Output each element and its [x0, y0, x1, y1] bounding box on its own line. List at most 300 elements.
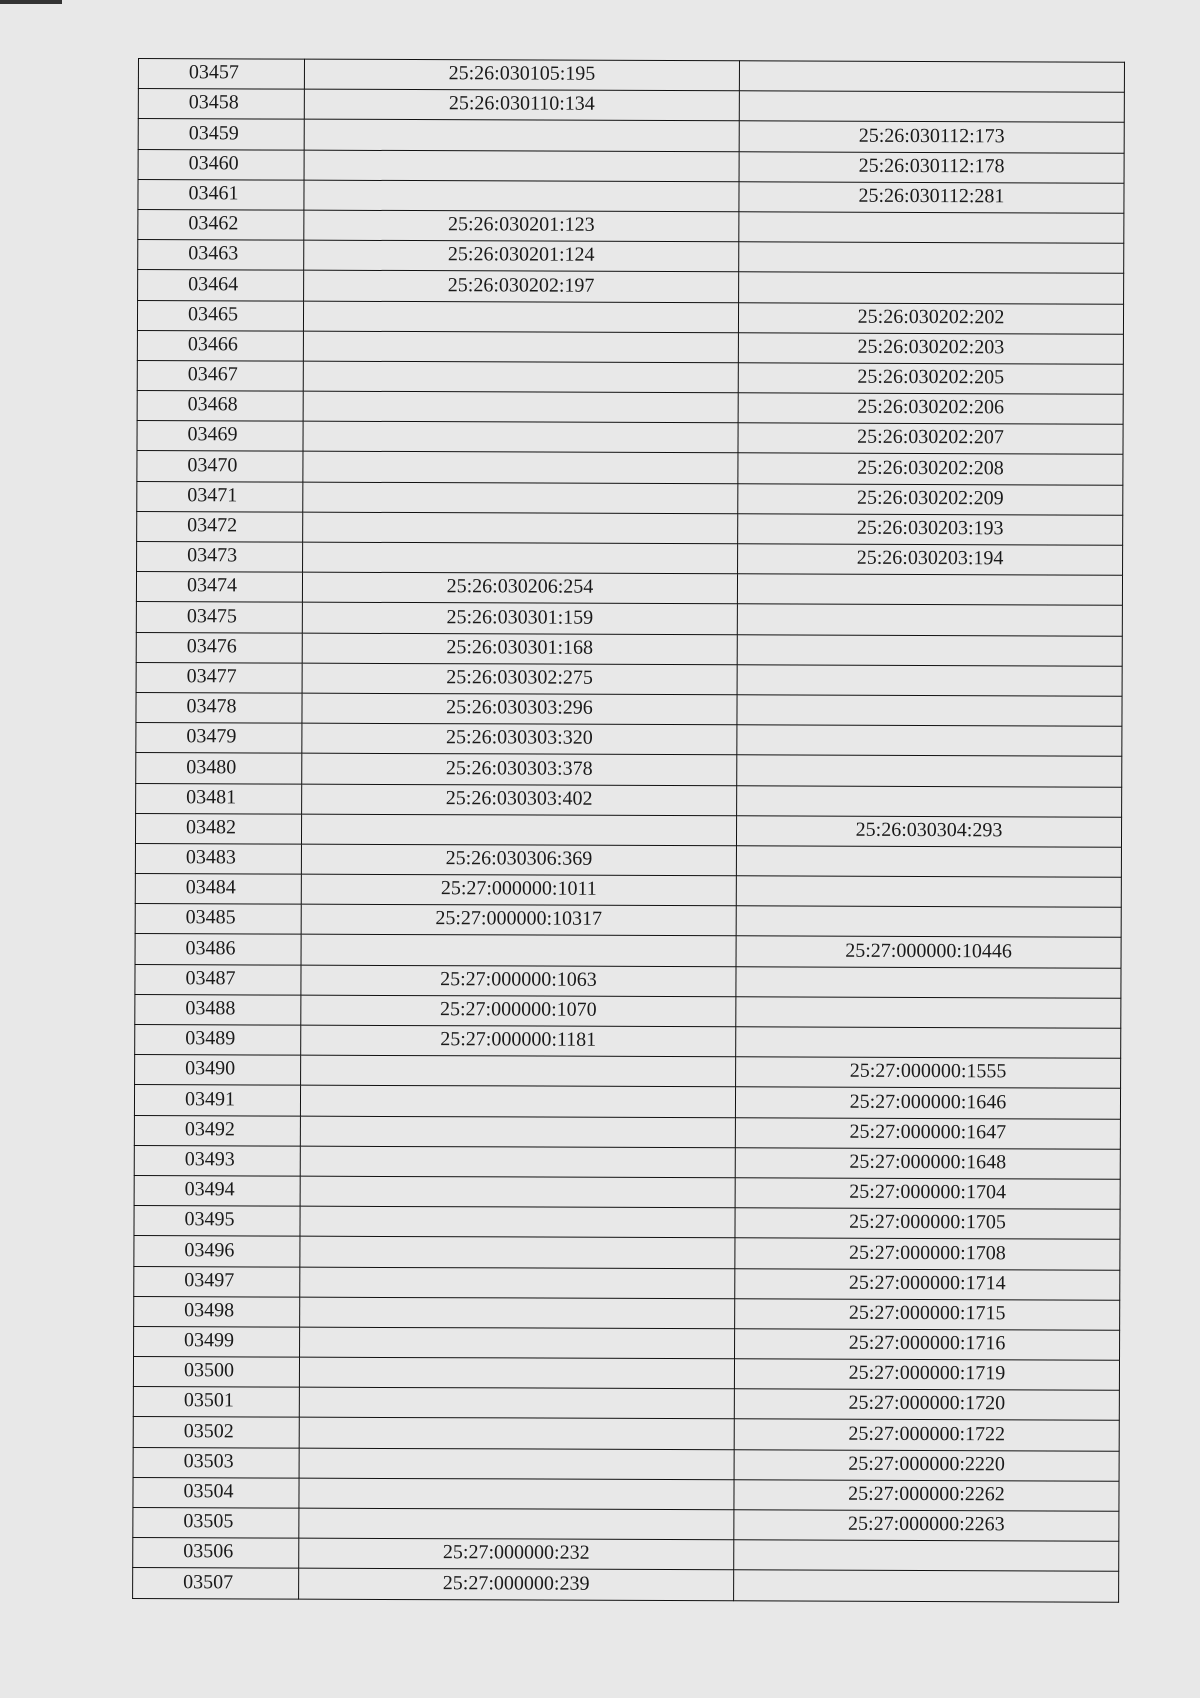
row-number-cell-text: 03460 — [188, 151, 239, 175]
table-row — [136, 753, 1122, 787]
row-number-cell-text: 03479 — [186, 725, 237, 748]
cadastral-number-cell-b-text: 25:26:030202:203 — [857, 335, 1005, 359]
table-row — [138, 89, 1124, 123]
table-row — [137, 451, 1123, 485]
cadastral-number-cell-a — [299, 1418, 734, 1450]
cadastral-number-cell-b-text: 25:27:000000:10446 — [845, 939, 1012, 962]
cadastral-number-cell-a — [304, 180, 739, 212]
table-row — [136, 662, 1122, 696]
cadastral-number-cell-a — [303, 361, 738, 393]
cadastral-number-cell-a-text: 25:26:030306:369 — [445, 847, 593, 870]
row-number-cell — [136, 602, 302, 633]
table-row — [133, 1387, 1119, 1421]
row-number-cell — [136, 723, 302, 754]
cadastral-number-cell-b-text: 25:27:000000:2263 — [847, 1512, 1005, 1536]
cadastral-number-cell-a-text: 25:26:030301:159 — [446, 605, 594, 629]
row-number-cell-text: 03465 — [187, 302, 239, 326]
cadastral-number-cell-a-text: 25:26:030301:168 — [446, 635, 594, 659]
cadastral-number-cell-b — [739, 182, 1124, 214]
table-row — [133, 1568, 1119, 1602]
table-row — [137, 300, 1123, 334]
row-number-cell — [135, 843, 301, 874]
table-row — [137, 481, 1123, 515]
scan-corner-mark — [0, 0, 62, 4]
cadastral-number-cell-a — [300, 1327, 735, 1359]
cadastral-number-cell-b-text: 25:26:030202:207 — [857, 426, 1004, 449]
cadastral-number-cell-a — [300, 1236, 735, 1268]
cadastral-number-cell-b-text: 25:27:000000:1719 — [848, 1361, 1006, 1385]
cadastral-number-cell-a — [300, 1176, 735, 1208]
cadastral-number-cell-b — [736, 1027, 1121, 1059]
cadastral-number-cell-b-text: 25:27:000000:2220 — [848, 1452, 1005, 1476]
cadastral-number-cell-b — [734, 1449, 1119, 1481]
cadastral-number-cell-a — [299, 1387, 734, 1419]
cadastral-number-cell-a-text: 25:27:000000:1011 — [440, 877, 597, 901]
cadastral-number-cell-a — [302, 723, 737, 755]
row-number-cell — [134, 1266, 300, 1297]
cadastral-number-cell-a — [299, 1569, 734, 1601]
table-body — [133, 59, 1125, 1602]
cadastral-number-cell-b — [735, 1268, 1120, 1300]
cadastral-number-cell-a — [299, 1448, 734, 1480]
cadastral-number-cell-b — [739, 121, 1124, 153]
table-row — [136, 783, 1122, 817]
table-row — [138, 119, 1124, 153]
row-number-cell-text: 03500 — [183, 1359, 235, 1382]
cadastral-number-cell-a-text: 25:27:000000:10317 — [435, 907, 603, 931]
row-number-cell — [135, 934, 301, 965]
cadastral-number-cell-b — [736, 815, 1121, 847]
cadastral-number-cell-b-text: 25:27:000000:1648 — [849, 1150, 1007, 1174]
table-row — [134, 1296, 1120, 1330]
cadastral-number-cell-b — [735, 1329, 1120, 1361]
row-number-cell-text: 03469 — [187, 423, 238, 446]
row-number-cell — [137, 421, 303, 452]
table-row — [134, 1206, 1120, 1240]
row-number-cell-text: 03494 — [184, 1178, 235, 1201]
cadastral-number-cell-a — [301, 874, 736, 906]
cadastral-number-cell-a-text: 25:27:000000:1181 — [440, 1028, 597, 1051]
row-number-cell-text: 03484 — [185, 876, 236, 899]
cadastral-number-cell-b — [734, 1480, 1119, 1512]
cadastral-number-cell-a — [301, 904, 736, 936]
cadastral-number-cell-a — [301, 844, 736, 876]
cadastral-number-cell-b-text: 25:27:000000:2262 — [848, 1482, 1005, 1506]
cadastral-number-cell-a — [299, 1478, 734, 1510]
table-row — [136, 723, 1122, 757]
table-row — [133, 1538, 1119, 1572]
cadastral-number-cell-b-text: 25:26:030304:293 — [855, 818, 1003, 842]
row-number-cell-text: 03491 — [184, 1087, 236, 1110]
cadastral-number-cell-b — [738, 332, 1123, 364]
cadastral-number-cell-a — [302, 784, 737, 816]
cadastral-number-cell-a-text: 25:26:030105:195 — [448, 62, 596, 85]
cadastral-number-cell-b-text: 25:26:030112:173 — [858, 124, 1005, 147]
cadastral-number-cell-b — [736, 846, 1121, 878]
row-number-cell — [136, 692, 302, 723]
row-number-cell — [135, 813, 301, 844]
cadastral-number-cell-a — [302, 693, 737, 725]
row-number-cell-text: 03486 — [185, 936, 236, 960]
cadastral-number-cell-b-text: 25:27:000000:1646 — [849, 1090, 1007, 1113]
cadastral-number-cell-b — [734, 1540, 1119, 1572]
row-number-cell-text: 03493 — [184, 1148, 235, 1171]
cadastral-number-cell-b — [734, 1389, 1119, 1421]
cadastral-number-cell-a — [303, 512, 738, 544]
cadastral-number-cell-b-text: 25:26:030112:178 — [858, 154, 1005, 178]
cadastral-number-cell-a — [304, 240, 739, 272]
cadastral-number-cell-b — [734, 1419, 1119, 1451]
row-number-cell-text: 03497 — [184, 1268, 235, 1292]
row-number-cell — [138, 59, 304, 90]
table-row — [134, 1236, 1120, 1270]
row-number-cell-text: 03502 — [183, 1419, 234, 1443]
cadastral-number-cell-b-text: 25:26:030202:205 — [857, 365, 1005, 389]
row-number-cell — [134, 1175, 300, 1206]
cadastral-number-cell-b — [736, 966, 1121, 998]
cadastral-number-cell-b — [736, 876, 1121, 908]
row-number-cell-text: 03463 — [188, 242, 239, 265]
row-number-cell-text: 03473 — [187, 544, 238, 567]
row-number-cell — [133, 1387, 299, 1418]
row-number-cell-text: 03459 — [188, 121, 239, 144]
row-number-cell-text: 03481 — [186, 785, 237, 809]
row-number-cell — [138, 209, 304, 240]
row-number-cell-text: 03464 — [188, 272, 239, 295]
cadastral-number-cell-b-text: 25:26:030202:202 — [857, 305, 1005, 329]
table-row — [134, 1145, 1120, 1179]
cadastral-number-cell-b — [738, 393, 1123, 425]
cadastral-number-cell-b — [739, 242, 1124, 274]
cadastral-number-cell-a — [300, 1086, 735, 1118]
cadastral-number-cell-b-text: 25:26:030112:281 — [858, 184, 1005, 208]
cadastral-number-cell-b-text: 25:27:000000:1722 — [848, 1422, 1006, 1445]
row-number-cell — [134, 1145, 300, 1176]
table-row — [137, 511, 1123, 545]
cadastral-number-cell-a — [304, 89, 739, 121]
row-number-cell-text: 03476 — [186, 634, 237, 658]
row-number-cell-text: 03470 — [187, 453, 238, 477]
cadastral-number-cell-a — [301, 814, 736, 846]
cadastral-number-cell-b — [735, 1178, 1120, 1210]
cadastral-number-cell-a — [299, 1538, 734, 1570]
cadastral-number-cell-a-text: 25:27:000000:1063 — [440, 967, 597, 991]
row-number-cell-text: 03485 — [185, 906, 236, 929]
row-number-cell-text: 03474 — [186, 574, 238, 597]
cadastral-number-cell-a-text: 25:26:030303:296 — [446, 696, 593, 719]
table-row — [137, 541, 1123, 575]
table-row — [133, 1357, 1119, 1391]
cadastral-number-cell-b — [736, 1057, 1121, 1089]
cadastral-number-cell-a-text: 25:26:030303:402 — [445, 786, 593, 810]
row-number-cell-text: 03483 — [185, 846, 236, 869]
row-number-cell — [138, 179, 304, 210]
table-row — [135, 934, 1121, 968]
cadastral-number-cell-b-text: 25:27:000000:1555 — [849, 1060, 1007, 1083]
cadastral-number-cell-a — [302, 663, 737, 695]
cadastral-number-cell-a-text: 25:26:030201:123 — [447, 213, 595, 236]
row-number-cell-text: 03498 — [184, 1299, 235, 1322]
cadastral-number-cell-a-text: 25:27:000000:232 — [442, 1541, 590, 1565]
cadastral-number-cell-b-text: 25:27:000000:1716 — [848, 1331, 1006, 1355]
row-number-cell-text: 03472 — [187, 514, 238, 537]
row-number-cell-text: 03490 — [185, 1057, 236, 1080]
table-row — [134, 1085, 1120, 1119]
table-row — [135, 904, 1121, 938]
cadastral-number-cell-b — [738, 423, 1123, 455]
row-number-cell-text: 03477 — [186, 665, 237, 688]
cadastral-number-cell-a — [300, 1267, 735, 1299]
row-number-cell-text: 03495 — [184, 1208, 235, 1231]
table-row — [138, 59, 1124, 93]
row-number-cell — [133, 1477, 299, 1508]
cadastral-number-cell-a — [304, 150, 739, 182]
cadastral-number-cell-b — [738, 363, 1123, 395]
row-number-cell — [136, 572, 302, 603]
cadastral-number-cell-b — [734, 1510, 1119, 1542]
cadastral-number-cell-a-text: 25:27:000000:1070 — [439, 998, 597, 1021]
cadastral-number-cell-a-text: 25:26:030202:197 — [447, 273, 595, 297]
cadastral-number-cell-b — [737, 755, 1122, 787]
cadastral-number-cell-a — [303, 301, 738, 333]
row-number-cell-text: 03507 — [183, 1570, 234, 1593]
row-number-cell-text: 03501 — [183, 1389, 234, 1412]
row-number-cell — [133, 1538, 299, 1569]
row-number-cell — [134, 1085, 300, 1116]
cadastral-number-cell-b — [735, 1298, 1120, 1330]
cadastral-number-cell-b-text: 25:26:030203:194 — [856, 546, 1004, 570]
row-number-cell — [135, 904, 301, 935]
cadastral-number-cell-b — [737, 634, 1122, 666]
cadastral-number-cell-b — [735, 1208, 1120, 1240]
cadastral-number-cell-a — [304, 59, 739, 91]
row-number-cell-text: 03492 — [184, 1117, 235, 1141]
cadastral-number-cell-b — [735, 1087, 1120, 1119]
cadastral-number-cell-b-text: 25:26:030203:193 — [856, 516, 1004, 540]
table-row — [135, 813, 1121, 847]
cadastral-number-cell-a — [300, 1297, 735, 1329]
cadastral-number-cell-b — [735, 1148, 1120, 1180]
row-number-cell-text: 03503 — [183, 1449, 234, 1473]
row-number-cell — [138, 270, 304, 301]
table-row — [133, 1417, 1119, 1451]
cadastral-number-cell-b — [737, 665, 1122, 697]
cadastral-number-cell-b — [737, 695, 1122, 727]
cadastral-number-cell-b — [737, 604, 1122, 636]
cadastral-number-cell-b — [739, 91, 1124, 123]
row-number-cell — [135, 874, 301, 905]
row-number-cell-text: 03462 — [188, 212, 239, 235]
cadastral-number-cell-a-text: 25:27:000000:239 — [442, 1571, 590, 1595]
cadastral-number-cell-b — [734, 1359, 1119, 1391]
row-number-cell — [133, 1357, 299, 1388]
cadastral-number-cell-a — [300, 1206, 735, 1238]
row-number-cell — [135, 1055, 301, 1086]
row-number-cell — [133, 1447, 299, 1478]
cadastral-number-cell-b-text: 25:27:000000:1647 — [849, 1120, 1007, 1144]
row-number-cell-text: 03504 — [183, 1480, 234, 1503]
row-number-cell-text: 03487 — [185, 967, 236, 990]
row-number-cell — [135, 1024, 301, 1055]
cadastral-number-cell-a — [302, 572, 737, 604]
cadastral-number-cell-b — [739, 61, 1124, 93]
cadastral-number-cell-b — [739, 212, 1124, 244]
row-number-cell — [138, 119, 304, 150]
cadastral-number-table — [132, 58, 1125, 1602]
cadastral-number-cell-b-text: 25:27:000000:1715 — [848, 1301, 1006, 1325]
row-number-cell — [137, 360, 303, 391]
table-row — [134, 1266, 1120, 1300]
cadastral-number-cell-b — [738, 514, 1123, 546]
cadastral-number-cell-a-text: 25:26:030206:254 — [446, 575, 594, 599]
cadastral-number-cell-b — [735, 1238, 1120, 1270]
table-row — [133, 1477, 1119, 1511]
row-number-cell-text: 03482 — [186, 816, 237, 839]
row-number-cell-text: 03467 — [187, 363, 238, 386]
cadastral-number-cell-a — [299, 1508, 734, 1540]
row-number-cell — [137, 511, 303, 542]
cadastral-number-cell-b — [738, 453, 1123, 485]
table-row — [135, 1055, 1121, 1089]
cadastral-number-cell-a — [302, 603, 737, 635]
row-number-cell — [133, 1568, 299, 1599]
cadastral-number-cell-b — [737, 574, 1122, 606]
cadastral-number-cell-a — [301, 1025, 736, 1057]
table-row — [138, 179, 1124, 213]
row-number-cell-text: 03480 — [186, 755, 237, 778]
table-row — [136, 572, 1122, 606]
cadastral-number-cell-a — [300, 1146, 735, 1178]
table-row — [134, 1115, 1120, 1149]
row-number-cell-text: 03499 — [184, 1329, 235, 1352]
row-number-cell — [136, 783, 302, 814]
cadastral-number-cell-a — [299, 1357, 734, 1389]
table-row — [138, 149, 1124, 183]
cadastral-number-cell-a — [303, 331, 738, 363]
table-row — [134, 1326, 1120, 1360]
row-number-cell — [136, 753, 302, 784]
cadastral-number-cell-b — [736, 906, 1121, 938]
cadastral-number-cell-a-text: 25:26:030302:275 — [446, 666, 593, 689]
cadastral-number-cell-a — [301, 935, 736, 967]
cadastral-number-cell-b — [737, 725, 1122, 757]
row-number-cell — [136, 632, 302, 663]
row-number-cell-text: 03468 — [187, 393, 238, 416]
cadastral-number-cell-b — [737, 785, 1122, 817]
row-number-cell — [134, 1236, 300, 1267]
cadastral-number-cell-b-text: 25:27:000000:1705 — [849, 1211, 1006, 1234]
table-row — [133, 1507, 1119, 1541]
table-row — [135, 874, 1121, 908]
cadastral-number-cell-b-text: 25:27:000000:1708 — [849, 1241, 1006, 1264]
cadastral-number-cell-a — [300, 1116, 735, 1148]
row-number-cell — [135, 964, 301, 995]
cadastral-number-cell-a-text: 25:26:030303:320 — [446, 726, 593, 750]
row-number-cell — [133, 1507, 299, 1538]
cadastral-number-cell-b — [738, 302, 1123, 334]
cadastral-number-cell-b-text: 25:27:000000:1704 — [849, 1180, 1007, 1204]
row-number-cell — [134, 1296, 300, 1327]
table-row — [138, 270, 1124, 304]
cadastral-number-cell-a — [302, 633, 737, 665]
cadastral-number-cell-a-text: 25:26:030110:134 — [448, 92, 595, 116]
row-number-cell-text: 03505 — [183, 1510, 234, 1533]
cadastral-number-cell-b — [736, 997, 1121, 1029]
row-number-cell — [137, 330, 303, 361]
row-number-cell-text: 03489 — [185, 1027, 236, 1050]
cadastral-number-cell-a — [303, 482, 738, 514]
table-row — [138, 209, 1124, 243]
table-row — [135, 964, 1121, 998]
row-number-cell — [137, 481, 303, 512]
row-number-cell-text: 03471 — [187, 484, 238, 507]
table-row — [135, 994, 1121, 1028]
row-number-cell — [134, 1115, 300, 1146]
cadastral-number-cell-a — [304, 210, 739, 242]
cadastral-number-cell-b — [739, 151, 1124, 183]
cadastral-number-cell-a-text: 25:26:030201:124 — [447, 243, 595, 267]
row-number-cell — [137, 451, 303, 482]
cadastral-number-cell-b — [738, 544, 1123, 576]
table-row — [133, 1447, 1119, 1481]
cadastral-number-cell-a — [303, 421, 738, 453]
row-number-cell-text: 03478 — [186, 695, 237, 718]
table-row — [137, 391, 1123, 425]
cadastral-number-cell-a — [303, 542, 738, 574]
cadastral-number-cell-b-text: 25:27:000000:1720 — [848, 1392, 1006, 1415]
row-number-cell-text: 03506 — [183, 1540, 234, 1563]
row-number-cell — [135, 994, 301, 1025]
row-number-cell — [137, 391, 303, 422]
cadastral-number-cell-b-text: 25:26:030202:206 — [857, 396, 1005, 419]
table-row — [136, 632, 1122, 666]
row-number-cell-text: 03458 — [188, 91, 239, 114]
cadastral-number-cell-b — [738, 483, 1123, 515]
cadastral-number-cell-b — [739, 272, 1124, 304]
row-number-cell — [133, 1417, 299, 1448]
row-number-cell — [134, 1326, 300, 1357]
cadastral-number-cell-b — [736, 936, 1121, 968]
table-row — [137, 330, 1123, 364]
row-number-cell — [138, 149, 304, 180]
row-number-cell-text: 03461 — [188, 182, 239, 205]
cadastral-number-cell-b — [734, 1570, 1119, 1602]
cadastral-number-cell-b-text: 25:27:000000:1714 — [848, 1271, 1006, 1295]
table-row — [134, 1175, 1120, 1209]
table-row — [138, 240, 1124, 274]
cadastral-number-cell-a-text: 25:26:030303:378 — [445, 756, 593, 780]
row-number-cell-text: 03488 — [185, 997, 236, 1020]
cadastral-number-cell-a — [304, 120, 739, 152]
table-row — [135, 843, 1121, 877]
row-number-cell-text: 03496 — [184, 1238, 235, 1261]
row-number-cell-text: 03475 — [186, 604, 237, 627]
cadastral-number-cell-a — [301, 995, 736, 1027]
row-number-cell — [137, 300, 303, 331]
cadastral-number-cell-a — [301, 1055, 736, 1087]
cadastral-number-cell-a — [302, 753, 737, 785]
table-row — [136, 692, 1122, 726]
cadastral-number-cell-b-text: 25:26:030202:208 — [857, 456, 1004, 479]
cadastral-number-cell-a — [303, 452, 738, 484]
row-number-cell — [138, 89, 304, 120]
cadastral-number-cell-b-text: 25:26:030202:209 — [856, 486, 1004, 510]
row-number-cell — [138, 240, 304, 271]
row-number-cell — [136, 662, 302, 693]
table-row — [136, 602, 1122, 636]
row-number-cell-text: 03466 — [187, 333, 238, 356]
table-row — [135, 1024, 1121, 1058]
